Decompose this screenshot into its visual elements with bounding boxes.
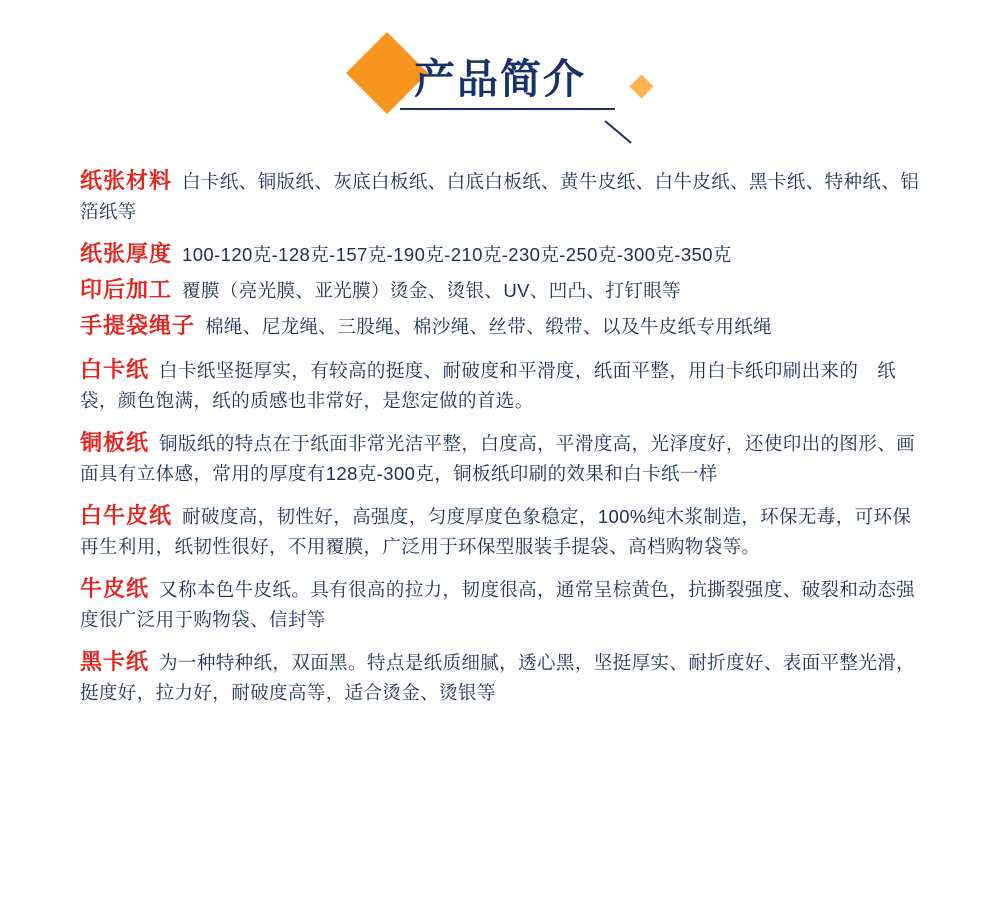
spec-label: 白牛皮纸 (80, 502, 173, 528)
header-inner (350, 30, 650, 120)
spec-label: 纸张材料 (80, 168, 173, 193)
list-item (80, 164, 920, 227)
spec-list (0, 150, 1000, 708)
list-item (80, 309, 920, 343)
title-underline-decoration (400, 108, 615, 110)
spec-desc: 耐破度高，韧性好，高强度，匀度厚度色象稳定，100%纯木浆制造，环保无毒，可环保再生利用，纸韧性很好，不用覆膜，广泛用于环保型服装手提袋、高档购物袋等。 (80, 505, 912, 558)
spec-desc: 100-120克-128克-157克-190克-210克-230克-250克-300克-350克 (182, 243, 732, 265)
page-title: 产品简介 (414, 55, 586, 102)
spec-label: 白卡纸 (80, 357, 150, 383)
list-item (80, 645, 920, 708)
spec-desc: 棉绳、尼龙绳、三股绳、棉沙绳、丝带、缎带、以及牛皮纸专用纸绳 (205, 316, 773, 338)
list-item (80, 353, 920, 416)
diamond-small-icon (629, 74, 653, 98)
list-item (80, 426, 920, 489)
page-header (0, 0, 1000, 150)
spec-desc: 铜版纸的特点在于纸面非常光洁平整，白度高，平滑度高，光泽度好，还使印出的图形、画面具有立体感，常用的厚度有128克-300克，铜板纸印刷的效果和白卡纸一样 (80, 433, 916, 485)
spec-label: 铜板纸 (80, 430, 150, 456)
list-item (80, 499, 920, 562)
spec-desc: 覆膜（亮光膜、亚光膜）烫金、烫银、UV、凹凸、打钉眼等 (182, 279, 682, 301)
spec-label: 黑卡纸 (80, 648, 150, 674)
spec-desc: 又称本色牛皮纸。具有很高的拉力，韧度很高，通常呈棕黄色，抗撕裂强度、破裂和动态强度很广泛用于购物袋、信封等 (80, 578, 916, 630)
spec-desc: 为一种特种纸，双面黑。特点是纸质细腻，透心黑，坚挺厚实、耐折度好、表面平整光滑，挺度好，拉力好，耐破度高等，适合烫金、烫银等 (80, 651, 916, 703)
list-item (80, 572, 920, 635)
spec-desc: 白卡纸、铜版纸、灰底白板纸、白底白板纸、黄牛皮纸、白牛皮纸、黑卡纸、特种纸、铝箔纸等 (80, 171, 920, 223)
spec-label: 纸张厚度 (80, 240, 173, 266)
spec-label: 牛皮纸 (80, 575, 150, 601)
list-item (80, 273, 920, 307)
spec-label: 印后加工 (80, 276, 173, 302)
spec-desc: 白卡纸坚挺厚实，有较高的挺度、耐破度和平滑度，纸面平整，用白卡纸印刷出来的 纸袋，颜色饱满，纸的质感也非常好，是您定做的首选。 (80, 360, 897, 412)
list-item (80, 237, 920, 271)
spec-label: 手提袋绳子 (80, 313, 196, 339)
